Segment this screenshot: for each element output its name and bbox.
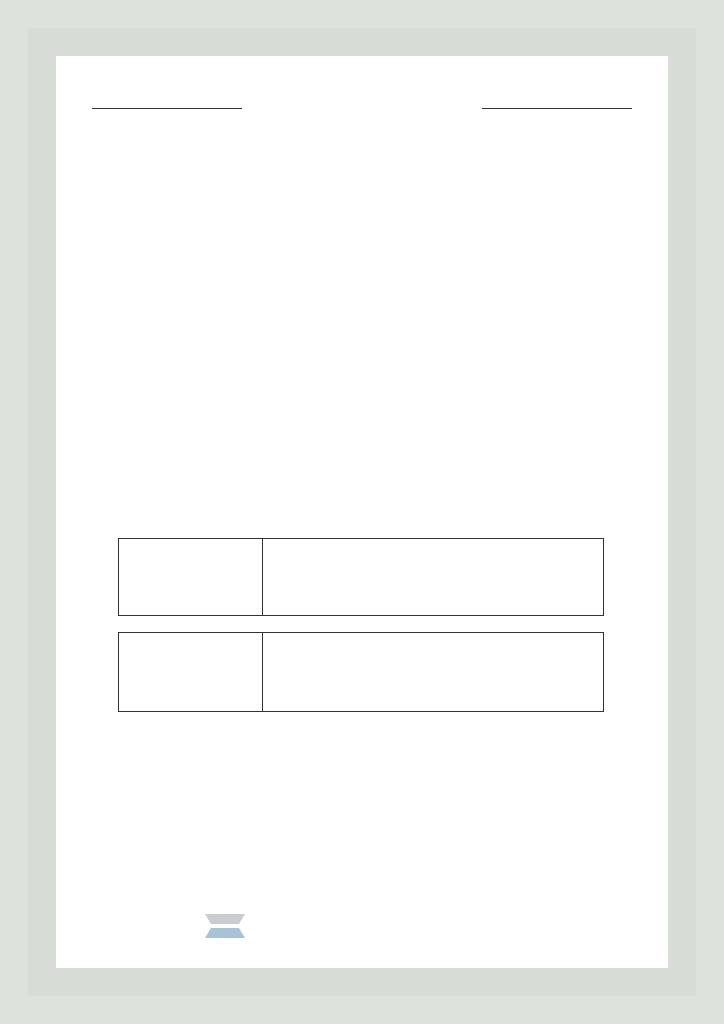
header-rule-left [92,108,242,109]
before-cell [263,539,603,615]
notice-sheet [56,56,668,968]
after-label [119,633,263,711]
clinic-logo [205,913,525,941]
logo-mark-bottom [205,928,245,938]
before-label [119,539,263,615]
logo-mark-top [205,914,245,924]
after-cell [263,633,603,711]
closed-days-before-row [118,538,604,616]
header-rule-right [482,108,632,109]
header [0,97,724,119]
closed-days-after-row [118,632,604,712]
logo-mark-icon [205,914,245,940]
